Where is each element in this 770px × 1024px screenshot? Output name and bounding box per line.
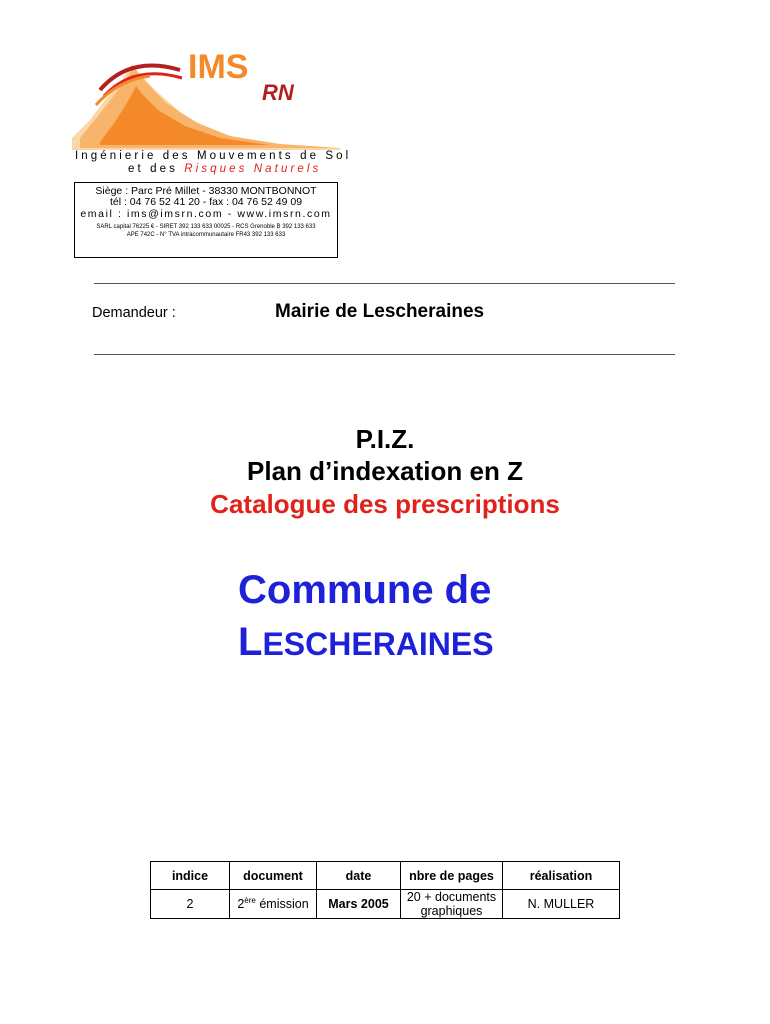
address-box bbox=[74, 182, 338, 258]
cell-date: Mars 2005 bbox=[317, 890, 401, 919]
document-text: émission bbox=[255, 897, 309, 912]
table-row bbox=[151, 890, 620, 919]
logo-rn-text: RN bbox=[262, 80, 294, 105]
top-divider bbox=[94, 283, 675, 284]
doc-title-acronym: P.I.Z. bbox=[355, 424, 415, 454]
cell-realisation: N. MULLER bbox=[503, 890, 620, 919]
pages-line-2: graphiques bbox=[420, 904, 483, 918]
requester-value: Mairie de Lescheraines bbox=[275, 301, 485, 322]
header-realisation: réalisation bbox=[503, 862, 620, 890]
ims-rn-logo bbox=[70, 50, 350, 150]
document-info-table bbox=[150, 861, 620, 919]
email-web-line: email : ims@imsrn.com - www.imsrn.com bbox=[80, 208, 332, 220]
doc-title-subtitle: Catalogue des prescriptions bbox=[210, 489, 560, 519]
cell-indice: 2 bbox=[151, 890, 230, 919]
legal-line-2: APE 742C - N° TVA intracommunautaire FR43 392 133 633 bbox=[126, 232, 286, 238]
address-line: Siège : Parc Pré Millet - 38330 MONTBONNOT bbox=[95, 185, 317, 197]
document-ordinal: ère bbox=[244, 896, 256, 906]
table-header-row bbox=[151, 862, 620, 890]
commune-heading-line1: Commune de bbox=[238, 568, 492, 612]
cell-document bbox=[230, 890, 317, 919]
tagline-highlight: Risques Naturels bbox=[184, 163, 322, 175]
commune-initial: L bbox=[238, 620, 263, 664]
company-tagline-line2 bbox=[128, 163, 321, 175]
header-document: document bbox=[230, 862, 317, 890]
header-indice: indice bbox=[151, 862, 230, 890]
header-date: date bbox=[317, 862, 401, 890]
tagline-prefix: et des bbox=[128, 163, 178, 175]
header-pages: nbre de pages bbox=[401, 862, 503, 890]
phone-fax-line: tél : 04 76 52 41 20 - fax : 04 76 52 49 09 bbox=[109, 196, 303, 208]
commune-rest: ESCHERAINES bbox=[262, 626, 494, 662]
company-tagline-line1: Ingénierie des Mouvements de Sol bbox=[75, 150, 352, 162]
legal-line-1: SARL capital 76225 € - SIRET 392 133 633 00025 - RCS Grenoble B 392 133 633 bbox=[96, 224, 316, 230]
bottom-divider bbox=[94, 354, 675, 355]
commune-heading-line2 bbox=[238, 620, 494, 665]
requester-label: Demandeur : bbox=[92, 305, 176, 321]
cell-pages bbox=[401, 890, 503, 919]
document-number: 2 bbox=[237, 897, 245, 912]
pages-line-1: 20 + documents bbox=[406, 890, 497, 904]
doc-title-name: Plan d’indexation en Z bbox=[247, 456, 523, 486]
logo-ims-text: IMS bbox=[188, 50, 249, 86]
